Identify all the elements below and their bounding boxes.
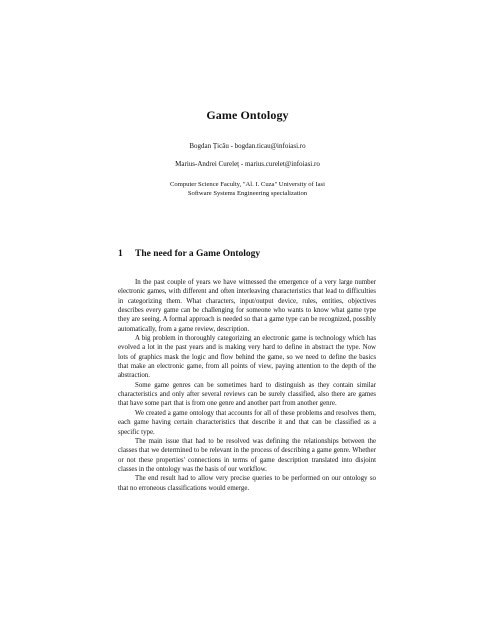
paragraph-1: In the past couple of years we have witnessed the emergence of a very large number electronic games, with different and often interleaving characteristics that lead to difficulties in categorizing them. What characters, input/output device, rules, entities, objectives describes every game can be challenging for someone who wants to know what game type they are seeing. A formal approach is needed so that a game type can be recognized, possibly automatically, from a game review, description. — [118, 279, 376, 333]
affiliation-line-1: Computer Science Faculty, "Al. I. Cuza" University of Iasi — [170, 181, 325, 188]
paper-title: Game Ontology — [206, 108, 289, 122]
section-body — [118, 278, 376, 493]
section-title: The need for a Game Ontology — [135, 249, 261, 259]
paragraph-4: We created a game ontology that accounts for all of these problems and resolves them, each game having certain characteristics that describe it and that can be classified as a specific type. — [118, 409, 376, 436]
author-line-2: Marius-Andrei Cureleț - marius.curelet@infoiasi.ro — [175, 160, 320, 168]
section-heading — [118, 249, 260, 259]
paragraph-2: A big problem in thoroughly categorizing an electronic game is technology which has evolved a lot in the past years and is making very hard to define in abstract the type. Now lots of graphics mask the logic and flow behind the game, so we need to define the basics that make an electronic game, from all points of view, paying attention to the depth of the abstraction. — [118, 335, 376, 380]
affiliation-line-2: Software Systems Engineering specialization — [187, 190, 308, 197]
paragraph-5: The main issue that had to be resolved was defining the relationships between the classes that we determined to be relevant in the process of describing a game genre. Whether or not these properties' connections in terms of game description translated into disjoint classes in the ontology was the basis of our workflow. — [118, 437, 376, 473]
paragraph-6: The end result had to allow very precise queries to be performed on our ontology so that no erroneous classifications would emerge. — [118, 475, 376, 492]
paragraph-3: Some game genres can be sometimes hard to distinguish as they contain similar characteristics and only after several reviews can be surely classified, also there are games that have some part that is from one genre and another part from another genre. — [118, 381, 376, 408]
author-line-1: Bogdan Țicău - bogdan.ticau@infoiasi.ro — [189, 142, 306, 150]
section-number: 1 — [118, 249, 123, 259]
